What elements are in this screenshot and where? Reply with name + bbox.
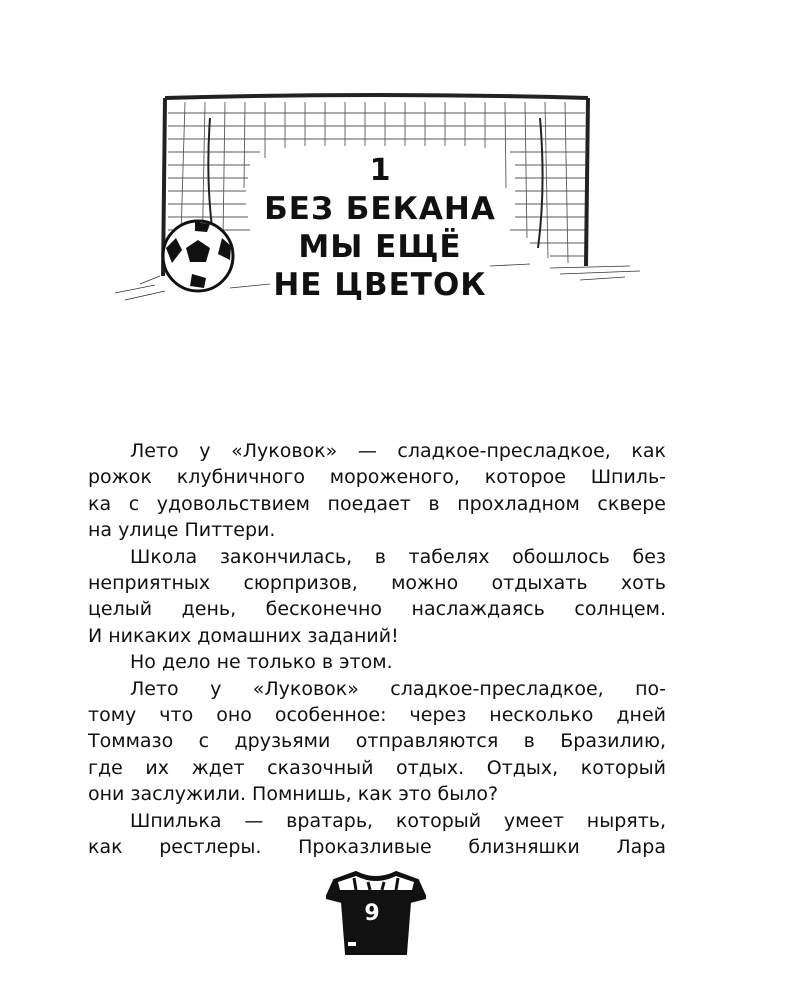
chapter-title-line: БЕЗ БЕКАНА bbox=[264, 191, 496, 227]
chapter-title-line: МЫ ЕЩЁ bbox=[298, 229, 462, 265]
text-line: Томмазо с друзьями отправляются в Бразилию, bbox=[88, 730, 666, 753]
text-line: Лето у «Луковок» — сладкое-пресладкое, как bbox=[130, 440, 666, 462]
chapter-number: 1 bbox=[369, 153, 391, 188]
text-line: как рестлеры. Проказливые близняшки Лара bbox=[88, 836, 666, 859]
text-line: Но дело не только в этом. bbox=[130, 651, 393, 674]
chapter-body-text bbox=[88, 438, 666, 861]
text-line: Лето у «Луковок» сладкое-пресладкое, по- bbox=[130, 677, 666, 700]
text-line: рожок клубничного мороженого, которое Шпиль- bbox=[88, 466, 666, 489]
text-line: они заслужили. Помнишь, как это было? bbox=[88, 783, 499, 806]
text-line: где их ждет сказочный отдых. Отдых, который bbox=[88, 756, 666, 779]
chapter-title-line: НЕ ЦВЕТОК bbox=[273, 267, 487, 303]
text-line: на улице Питтери. bbox=[88, 519, 276, 542]
text-line: И никаких домашних заданий! bbox=[88, 624, 399, 647]
text-line: ка с удовольствием поедает в прохладном сквере bbox=[88, 492, 666, 515]
page-number: 9 bbox=[364, 901, 380, 926]
text-line: тому что оно особенное: через несколько дней bbox=[88, 704, 666, 727]
chapter-heading bbox=[205, 152, 555, 304]
text-line: неприятных сюрпризов, можно отдыхать хоть bbox=[88, 572, 666, 595]
text-line: Школа закончилась, в табелях обошлось без bbox=[130, 545, 666, 568]
text-line: Шпилька — вратарь, который умеет нырять, bbox=[130, 809, 666, 832]
text-line: целый день, бесконечно наслаждаясь солнцем. bbox=[88, 598, 666, 621]
